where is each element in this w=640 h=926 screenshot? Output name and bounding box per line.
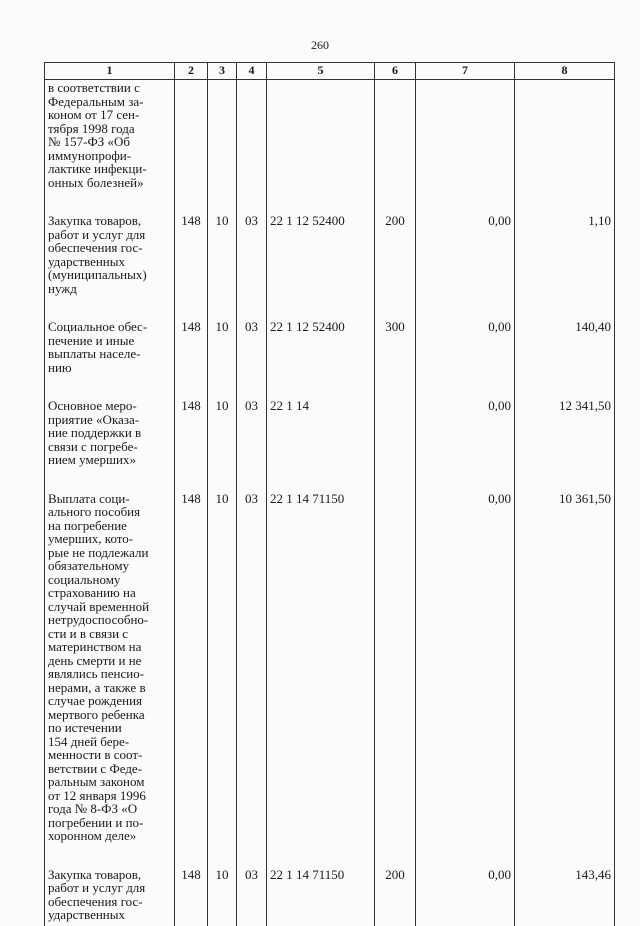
description-line: страхованию на xyxy=(48,585,136,600)
cell-section: 10 xyxy=(208,317,237,396)
cell-target-article: 22 1 12 52400 xyxy=(267,317,375,396)
description-line: ального пособия xyxy=(48,504,141,519)
cell-expense-type xyxy=(375,396,416,489)
description-line: обеспечения гос- xyxy=(48,893,143,909)
description-line: день смерти и не xyxy=(48,652,142,668)
description-line: работ и услуг для xyxy=(48,880,146,895)
description-line: печение и иные xyxy=(48,332,135,348)
cell-target-article xyxy=(267,80,375,212)
cell-amount-col7: 0,00 xyxy=(416,317,515,396)
cell-target-article: 22 1 14 71150 xyxy=(267,489,375,865)
cell-subsection: 03 xyxy=(237,865,267,926)
cell-amount-col7: 0,00 xyxy=(416,396,515,489)
cell-expense-type xyxy=(375,80,416,212)
description-line: хоронном деле» xyxy=(48,828,137,843)
column-header: 2 xyxy=(175,63,208,80)
description-line: погребении и по- xyxy=(48,814,144,830)
cell-amount-col8: 143,46 xyxy=(515,865,615,926)
description-line: в соответствии с xyxy=(48,80,140,95)
cell-description xyxy=(45,211,175,317)
description-line: Закупка товаров, xyxy=(48,866,142,882)
description-line: умерших, кото- xyxy=(48,531,134,546)
column-header: 3 xyxy=(208,63,237,80)
column-header: 8 xyxy=(515,63,615,80)
column-header: 7 xyxy=(416,63,515,80)
description-line: Основное меро- xyxy=(48,398,137,413)
description-line: ральным законом xyxy=(48,774,145,789)
cell-description xyxy=(45,489,175,865)
description-line: 154 дней бере- xyxy=(48,733,130,749)
cell-amount-col7: 0,00 xyxy=(416,211,515,317)
description-line: ние поддержки в xyxy=(48,425,142,440)
table-row xyxy=(45,489,615,865)
description-line: ветствии с Феде- xyxy=(48,760,143,776)
description-line: Социальное обес- xyxy=(48,319,148,334)
description-line: нию xyxy=(48,359,72,375)
description-line: сти и в связи с xyxy=(48,625,129,641)
description-line: выплаты населе- xyxy=(48,346,141,361)
description-line: (муниципальных) xyxy=(48,267,147,282)
cell-section: 10 xyxy=(208,211,237,317)
description-line: нетрудоспособно- xyxy=(48,612,149,627)
column-header: 1 xyxy=(45,63,175,80)
description-line: нерами, а также в xyxy=(48,679,146,695)
table-row xyxy=(45,80,615,212)
cell-expense-type: 200 xyxy=(375,211,416,317)
table-header-row xyxy=(45,63,615,80)
cell-chapter: 148 xyxy=(175,317,208,396)
description-line: являлись пенсио- xyxy=(48,666,145,681)
cell-amount-col8: 12 341,50 xyxy=(515,396,615,489)
cell-target-article: 22 1 14 71150 xyxy=(267,865,375,926)
description-line: обязательному xyxy=(48,558,130,573)
cell-subsection xyxy=(237,80,267,212)
description-line: лактике инфекци- xyxy=(48,161,147,176)
description-line: Федеральным за- xyxy=(48,93,144,109)
description-line: Выплата соци- xyxy=(48,490,130,506)
description-line: на погребение xyxy=(48,517,127,533)
description-line: нужд xyxy=(48,280,77,296)
cell-expense-type xyxy=(375,489,416,865)
description-line: обеспечения гос- xyxy=(48,240,143,255)
page-number: 260 xyxy=(311,38,329,52)
table-row xyxy=(45,865,615,926)
description-line: мертвого ребенка xyxy=(48,706,145,722)
description-line: приятие «Оказа- xyxy=(48,411,140,427)
description-line: по истечении xyxy=(48,720,122,735)
description-line: ударственных xyxy=(48,907,125,922)
cell-description xyxy=(45,865,175,926)
cell-target-article: 22 1 12 52400 xyxy=(267,211,375,317)
cell-amount-col7: 0,00 xyxy=(416,865,515,926)
description-line: работ и услуг для xyxy=(48,226,146,242)
cell-description xyxy=(45,396,175,489)
cell-chapter: 148 xyxy=(175,211,208,317)
column-header: 6 xyxy=(375,63,416,80)
description-line: социальному xyxy=(48,571,121,587)
description-line: онных болезней» xyxy=(48,174,144,190)
cell-subsection: 03 xyxy=(237,211,267,317)
cell-section: 10 xyxy=(208,489,237,865)
cell-amount-col8 xyxy=(515,80,615,212)
budget-table xyxy=(44,62,615,926)
cell-chapter: 148 xyxy=(175,489,208,865)
description-line: ударственных xyxy=(48,253,125,269)
cell-amount-col8: 1,10 xyxy=(515,211,615,317)
description-line: иммунопрофи- xyxy=(48,147,132,163)
cell-amount-col8: 10 361,50 xyxy=(515,489,615,865)
description-line: связи с погребе- xyxy=(48,438,138,454)
cell-target-article: 22 1 14 xyxy=(267,396,375,489)
cell-subsection: 03 xyxy=(237,317,267,396)
cell-description xyxy=(45,80,175,212)
column-header: 5 xyxy=(267,63,375,80)
cell-section xyxy=(208,80,237,212)
cell-amount-col7: 0,00 xyxy=(416,489,515,865)
description-line: случай временной xyxy=(48,598,150,614)
description-line: менности в соот- xyxy=(48,747,143,762)
cell-amount-col7 xyxy=(416,80,515,212)
description-line: тября 1998 года xyxy=(48,120,135,136)
cell-amount-col8: 140,40 xyxy=(515,317,615,396)
column-header: 4 xyxy=(237,63,267,80)
description-line: от 12 января 1996 xyxy=(48,787,146,803)
cell-chapter: 148 xyxy=(175,396,208,489)
cell-subsection: 03 xyxy=(237,489,267,865)
cell-expense-type: 300 xyxy=(375,317,416,396)
cell-subsection: 03 xyxy=(237,396,267,489)
description-line: материнством на xyxy=(48,639,142,654)
description-line: нием умерших» xyxy=(48,452,136,467)
description-line: коном от 17 сен- xyxy=(48,107,140,122)
cell-section: 10 xyxy=(208,865,237,926)
table-row xyxy=(45,211,615,317)
description-line: года № 8-ФЗ «О xyxy=(48,801,138,816)
cell-chapter: 148 xyxy=(175,865,208,926)
description-line: Закупка товаров, xyxy=(48,213,142,228)
cell-section: 10 xyxy=(208,396,237,489)
cell-description xyxy=(45,317,175,396)
table-body xyxy=(45,80,615,926)
cell-chapter xyxy=(175,80,208,212)
cell-expense-type: 200 xyxy=(375,865,416,926)
table-row xyxy=(45,396,615,489)
description-line: рые не подлежали xyxy=(48,544,149,560)
description-line: № 157-ФЗ «Об xyxy=(48,134,131,149)
description-line: случае рождения xyxy=(48,693,143,708)
table-row xyxy=(45,317,615,396)
